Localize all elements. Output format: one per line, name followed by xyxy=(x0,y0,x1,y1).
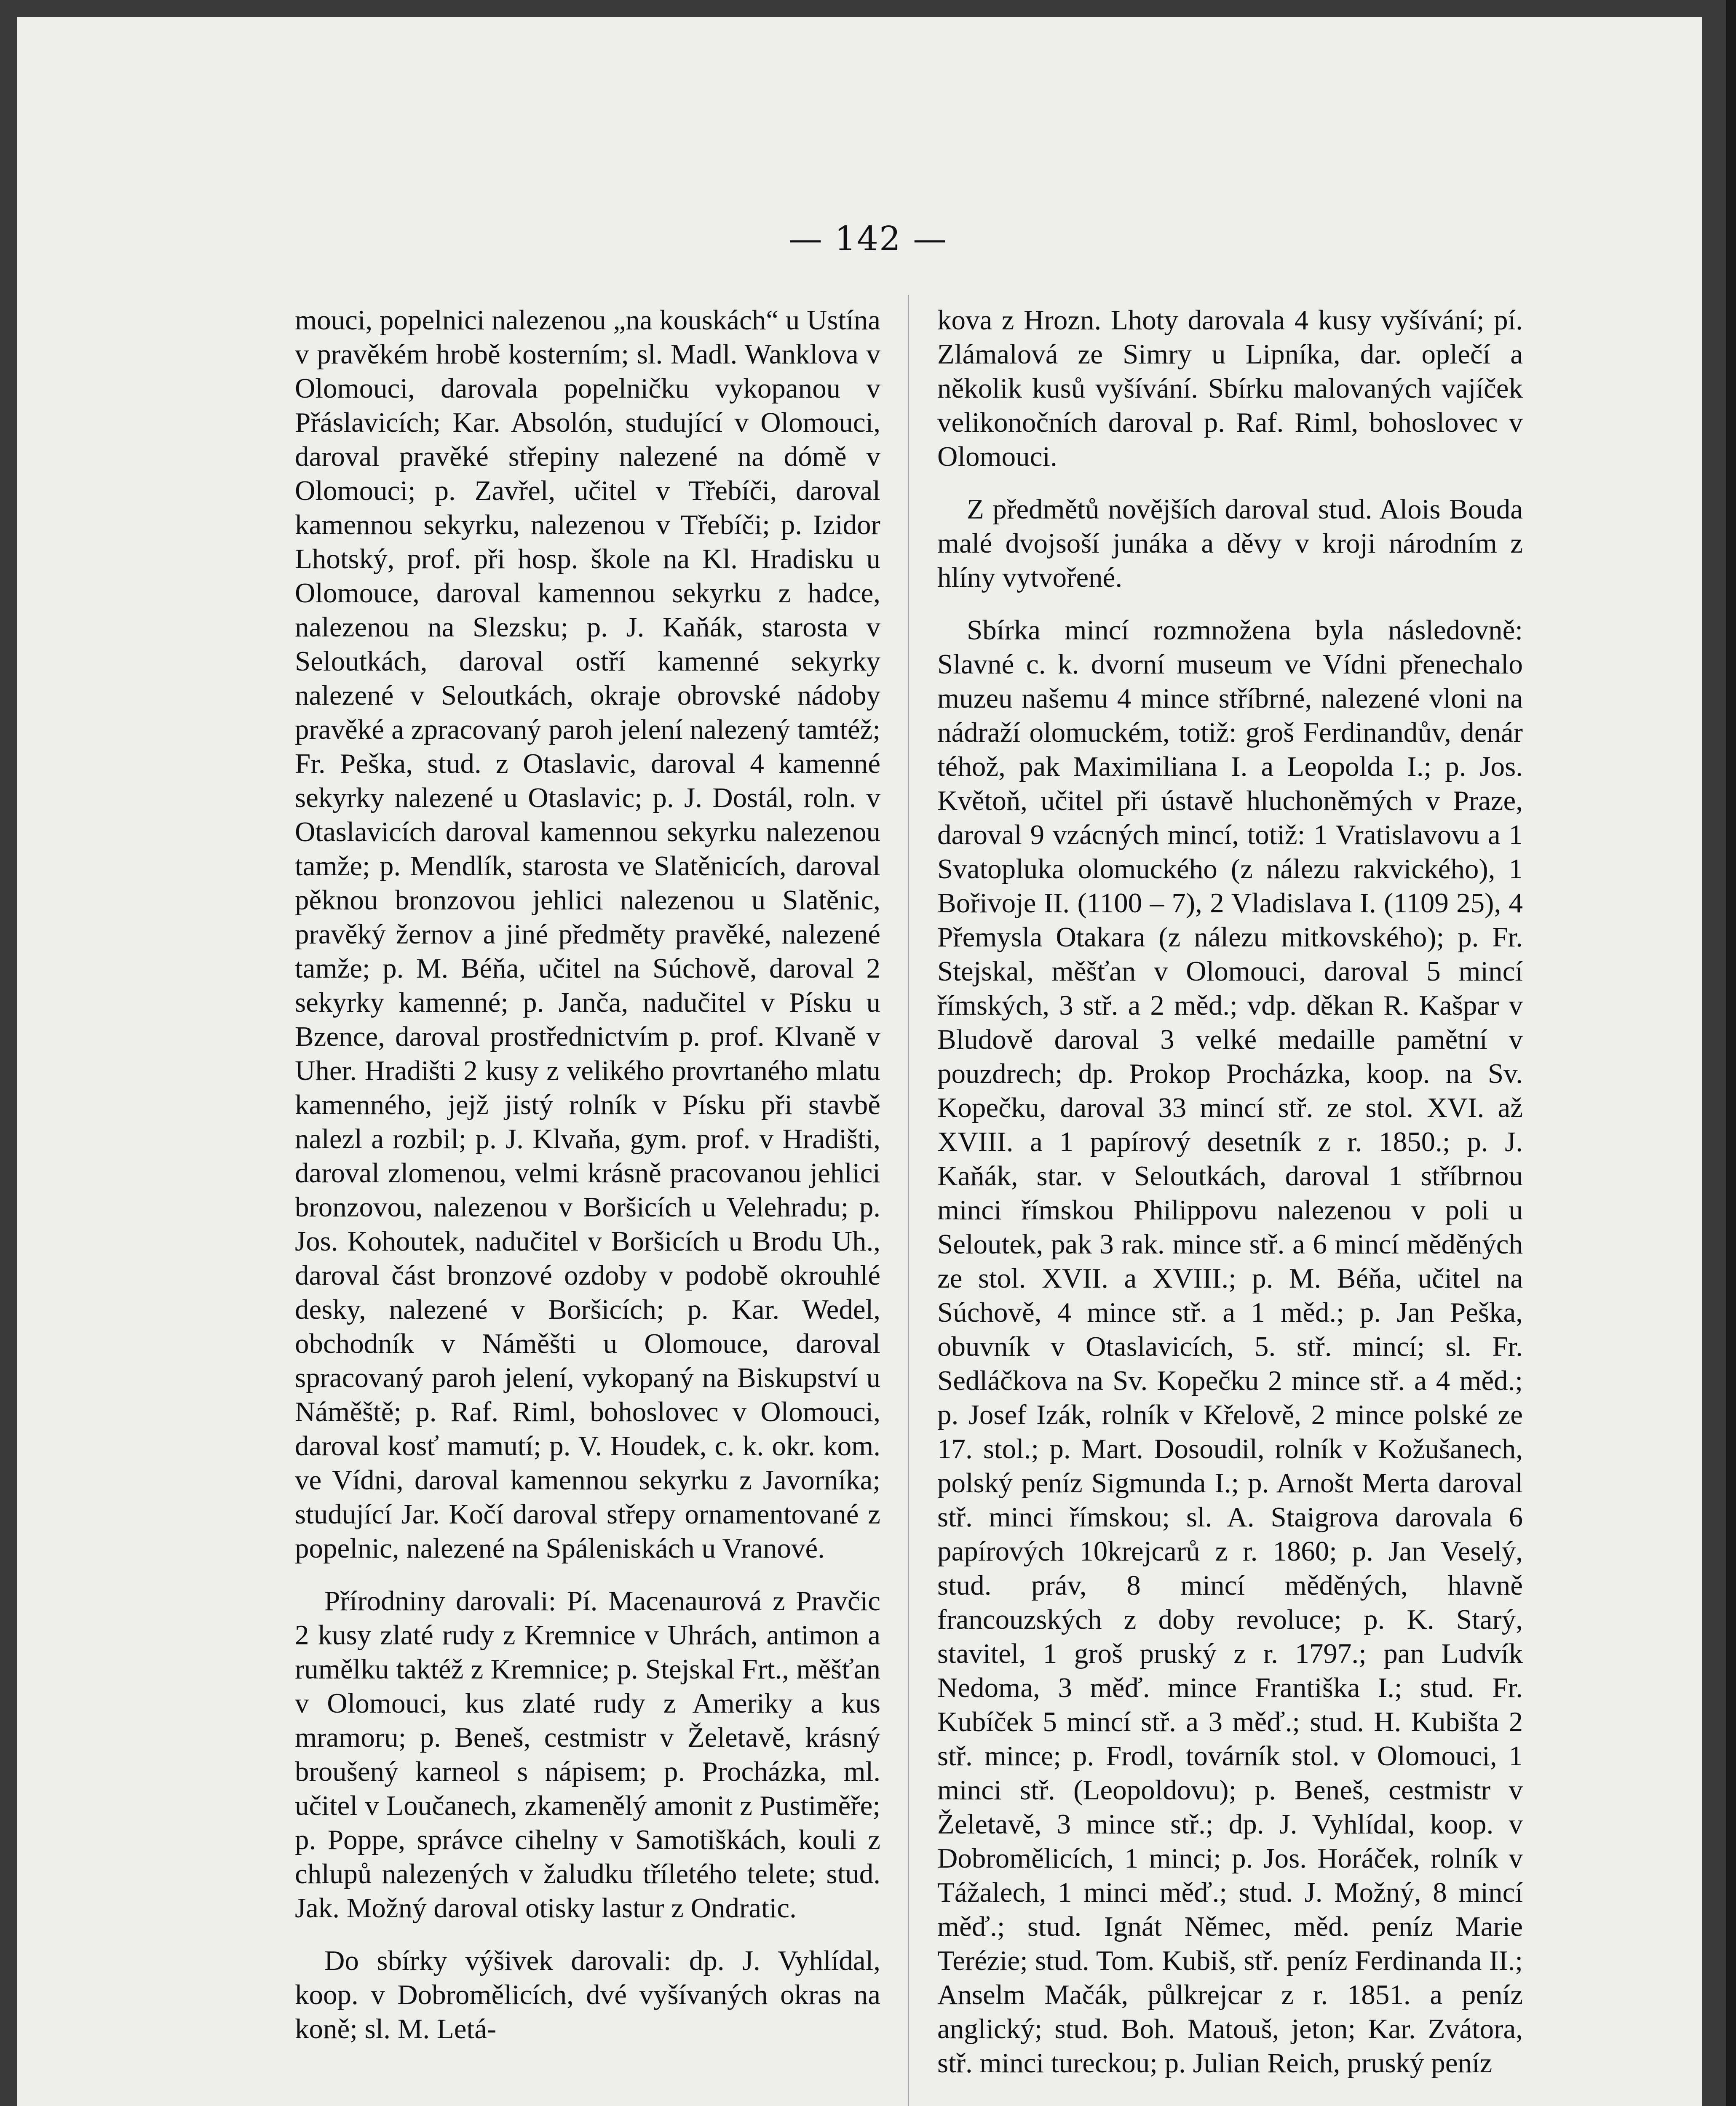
paragraph-newer-objects: Z předmětů novějších daroval stud. Alois Bouda malé dvojsoší junáka a děvy v kroji národním z hlíny vytvořené. xyxy=(937,494,1523,593)
paragraph-natural-specimens: Přírodniny darovali: Pí. Macenaurová z Pravčic 2 kusy zlaté rudy z Kremnice v Uhrách, antimon a rumělku taktéž z Kremnice; p. Stejskal Frt., měšťan v Olomouci, kus zlaté rudy z Ameriky a kus mramoru; p. Beneš, cestmistr v Želetavě, krásný broušený karneol s nápisem; p. Procházka, ml. učitel v Loučanech, zkamenělý amonit z Pustiměře; p. Poppe, správce cihelny v Samotiškách, kouli z chlupů nalezených v žaludku tříletého telete; stud. Jak. Možný daroval otisky lastur z Ondratic. xyxy=(295,1585,880,1924)
paragraph-embroidery: Do sbírky výšivek darovali: dp. J. Vyhlídal, koop. v Dobromělicích, dvé vyšívaných okras na koně; sl. M. Letá- xyxy=(295,1945,880,2045)
page-edge xyxy=(1726,0,1736,2106)
column-divider xyxy=(908,295,909,2106)
paragraph-embroidery-continued: kova z Hrozn. Lhoty darovala 4 kusy vyšívání; pí. Zlámalová ze Simry u Lipníka, dar. oplečí a několik kusů vyšívání. Sbírku malovaných vajíček velikonočních daroval p. Raf. Riml, bohoslovec v Olomouci. xyxy=(937,305,1523,472)
paragraph-coin-collection: Sbírka mincí rozmnožena byla následovně: Slavné c. k. dvorní museum ve Vídni přenechalo muzeu našemu 4 mince stříbrné, nalezené vloni na nádraží olomuckém, totiž: groš Ferdinandův, denár téhož, pak Maximiliana I. a Leopolda I.; p. Jos. Květoň, učitel při ústavě hluchoněmých v Praze, daroval 9 vzácných mincí, totiž: 1 Vratislavovu a 1 Svatopluka olomuckého (z nálezu rakvického), 1 Bořivoje II. (1100 – 7), 2 Vladislava I. (1109 25), 4 Přemysla Otakara (z nálezu mitkovského); p. Fr. Stejskal, měšťan v Olomouci, daroval 5 mincí římských, 3 stř. a 2 měd.; vdp. děkan R. Kašpar v Bludově daroval 3 velké medaille pamětní v pouzdrech; dp. Prokop Procházka, koop. na Sv. Kopečku, daroval 33 mincí stř. ze stol. XVI. až XVIII. a 1 papírový desetník z r. 1850.; p. J. Kaňák, star. v Seloutkách, daroval 1 stříbrnou minci římskou Philippovu nalezenou v poli u Seloutek, pak 3 rak. mince stř. a 6 mincí měděných ze stol. XVII. a XVIII.; p. M. Béňa, učitel na Súchově, 4 mince stř. a 1 měd.; p. Jan Peška, obuvník v Otaslavicích, 5. stř. mincí; sl. Fr. Sedláčkova na Sv. Kopečku 2 mince stř. a 4 měd.; p. Josef Izák, rolník v Křelově, 2 mince polské ze 17. stol.; p. Mart. Dosoudil, rolník v Kožušanech, polský peníz Sigmunda I.; p. Arnošt Merta daroval stř. minci římskou; sl. A. Staigrova darovala 6 papírových 10krejcarů z r. 1860; p. Jan Veselý, stud. práv, 8 mincí měděných, hlavně francouzských z doby revoluce; p. K. Starý, stavitel, 1 groš pruský z r. 1797.; pan Ludvík Nedoma, 3 měď. mince Františka I.; stud. Fr. Kubíček 5 mincí stř. a 3 měď.; stud. H. Kubišta 2 stř. mince; p. Frodl, továrník stol. v Olomouci, 1 minci stř. (Leopoldovu); p. Beneš, cestmistr v Želetavě, 3 mince stř.; dp. J. Vyhlídal, koop. v Dobromělicích, 1 minci; p. Jos. Horáček, rolník v Tážalech, 1 minci měď.; stud. J. Možný, 8 mincí měď.; stud. Ignát Němec, měd. peníz Marie Terézie; stud. Tom. Kubiš, stř. peníz Ferdinanda II.; Anselm Mačák, půlkrejcar z r. 1851. a peníz anglický; stud. Boh. Matouš, jeton; Kar. Zvátora, stř. minci tureckou; p. Julian Reich, pruský peníz xyxy=(937,615,1523,2079)
left-column xyxy=(295,303,880,2065)
right-column xyxy=(937,303,1523,2099)
page-number: — 142 — xyxy=(788,219,948,258)
paragraph-donations-archaeology: mouci, popelnici nalezenou „na kouskách“ u Ustína v pravěkém hrobě kosterním; sl. Madl. Wanklova v Olomouci, darovala popelničku vykopanou v Přáslavicích; Kar. Absolón, studující v Olomouci, daroval pravěké střepiny nalezené na dómě v Olomouci; p. Zavřel, učitel v Třebíči, daroval kamennou sekyrku, nalezenou v Třebíči; p. Izidor Lhotský, prof. při hosp. škole na Kl. Hradisku u Olomouce, daroval kamennou sekyrku z hadce, nalezenou na Slezsku; p. J. Kaňák, starosta v Seloutkách, daroval ostří kamenné sekyrky nalezené v Seloutkách, okraje obrovské nádoby pravěké a zpracovaný paroh jelení nalezený tamtéž; Fr. Peška, stud. z Otaslavic, daroval 4 kamenné sekyrky nalezené u Otaslavic; p. J. Dostál, roln. v Otaslavicích daroval kamennou sekyrku nalezenou tamže; p. Mendlík, starosta ve Slatěnicích, daroval pěknou bronzovou jehlici nalezenou u Slatěnic, pravěký žernov a jiné předměty pravěké, nalezené tamže; p. M. Béňa, učitel na Súchově, daroval 2 sekyrky kamenné; p. Janča, nadučitel v Písku u Bzence, daroval prostřednictvím p. prof. Klvaně v Uher. Hradišti 2 kusy z velikého provrtaného mlatu kamenného, jejž jistý rolník v Písku při stavbě nalezl a rozbil; p. J. Klvaňa, gym. prof. v Hradišti, daroval zlomenou, velmi krásně pracovanou jehlici bronzovou, nalezenou v Boršicích u Velehradu; p. Jos. Kohoutek, nadučitel v Boršicích u Brodu Uh., daroval část bronzové ozdoby v podobě okrouhlé desky, nalezené v Boršicích; p. Kar. Wedel, obchodník v Náměšti u Olomouce, daroval spracovaný paroh jelení, vykopaný na Biskupství u Náměště; p. Raf. Riml, bohoslovec v Olomouci, daroval kosť mamutí; p. V. Houdek, c. k. okr. kom. ve Vídni, daroval kamennou sekyrku z Javorníka; studující Jar. Kočí daroval střepy ornamentované z popelnic, nalezené na Spáleniskách u Vranové. xyxy=(295,305,880,1564)
